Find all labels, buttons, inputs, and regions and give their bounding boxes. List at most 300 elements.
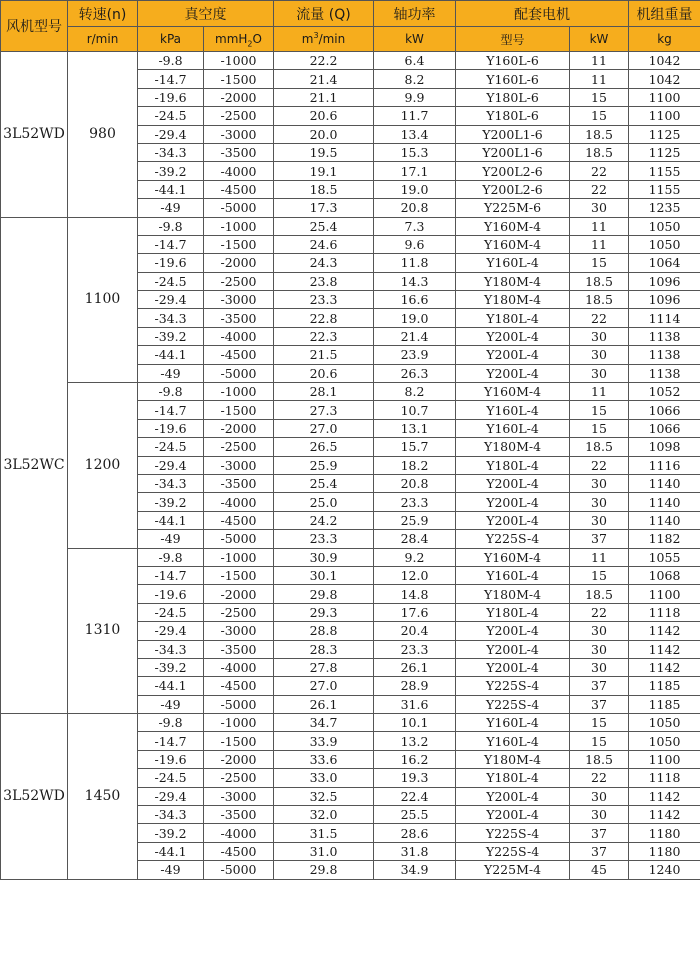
motor-model-cell: Y200L2-6 [456,180,570,198]
motor-model-cell: Y180L-4 [456,456,570,474]
motor-model-cell: Y160L-4 [456,714,570,732]
motor-model-cell: Y180L-4 [456,769,570,787]
shaft-power-cell: 19.3 [374,769,456,787]
flow-cell: 20.6 [274,107,374,125]
unit-power: kW [374,27,456,52]
shaft-power-cell: 20.8 [374,474,456,492]
flow-cell: 32.5 [274,787,374,805]
motor-model-cell: Y180M-4 [456,438,570,456]
weight-cell: 1042 [629,52,700,70]
weight-cell: 1235 [629,199,700,217]
weight-cell: 1052 [629,383,700,401]
weight-cell: 1068 [629,566,700,584]
shaft-power-cell: 12.0 [374,566,456,584]
motor-kw-cell: 15 [570,419,629,437]
motor-kw-cell: 30 [570,787,629,805]
motor-kw-cell: 15 [570,714,629,732]
shaft-power-cell: 11.8 [374,254,456,272]
motor-kw-cell: 22 [570,603,629,621]
vacuum-mmh2o-cell: -4000 [204,493,274,511]
weight-cell: 1125 [629,143,700,161]
motor-kw-cell: 15 [570,732,629,750]
vacuum-mmh2o-cell: -3000 [204,622,274,640]
vacuum-mmh2o-cell: -1500 [204,401,274,419]
flow-cell: 18.5 [274,180,374,198]
weight-cell: 1116 [629,456,700,474]
flow-cell: 20.0 [274,125,374,143]
vacuum-mmh2o-cell: -1500 [204,566,274,584]
motor-model-cell: Y200L2-6 [456,162,570,180]
weight-cell: 1118 [629,769,700,787]
shaft-power-cell: 10.1 [374,714,456,732]
vacuum-mmh2o-cell: -1500 [204,70,274,88]
weight-cell: 1050 [629,235,700,253]
vacuum-kpa-cell: -9.8 [138,217,204,235]
motor-kw-cell: 15 [570,107,629,125]
vacuum-kpa-cell: -29.4 [138,787,204,805]
flow-cell: 25.4 [274,474,374,492]
vacuum-mmh2o-cell: -5000 [204,695,274,713]
motor-kw-cell: 37 [570,842,629,860]
shaft-power-cell: 31.8 [374,842,456,860]
shaft-power-cell: 19.0 [374,309,456,327]
motor-model-cell: Y180M-4 [456,272,570,290]
weight-cell: 1142 [629,787,700,805]
vacuum-mmh2o-cell: -2500 [204,272,274,290]
weight-cell: 1182 [629,530,700,548]
flow-cell: 33.9 [274,732,374,750]
fan-model-cell: 3L52WC [1,217,68,714]
vacuum-kpa-cell: -9.8 [138,52,204,70]
flow-cell: 27.0 [274,677,374,695]
weight-cell: 1155 [629,180,700,198]
shaft-power-cell: 23.9 [374,346,456,364]
weight-cell: 1140 [629,493,700,511]
flow-cell: 27.3 [274,401,374,419]
vacuum-mmh2o-cell: -2000 [204,750,274,768]
unit-mmh2o-prefix: mmH [215,32,248,46]
weight-cell: 1180 [629,842,700,860]
speed-cell: 1310 [68,548,138,714]
weight-cell: 1098 [629,438,700,456]
vacuum-mmh2o-cell: -1000 [204,548,274,566]
motor-model-cell: Y180M-4 [456,585,570,603]
motor-kw-cell: 37 [570,824,629,842]
vacuum-mmh2o-cell: -1000 [204,383,274,401]
vacuum-mmh2o-cell: -3500 [204,143,274,161]
header-row-main [1,1,700,27]
vacuum-kpa-cell: -29.4 [138,622,204,640]
motor-kw-cell: 15 [570,254,629,272]
motor-kw-cell: 11 [570,548,629,566]
weight-cell: 1064 [629,254,700,272]
motor-model-cell: Y225S-4 [456,824,570,842]
unit-motor-kw: kW [570,27,629,52]
flow-cell: 26.1 [274,695,374,713]
motor-model-cell: Y200L-4 [456,327,570,345]
motor-model-cell: Y225M-4 [456,861,570,879]
vacuum-mmh2o-cell: -1500 [204,235,274,253]
vacuum-kpa-cell: -44.1 [138,346,204,364]
vacuum-mmh2o-cell: -1000 [204,714,274,732]
vacuum-kpa-cell: -14.7 [138,732,204,750]
weight-cell: 1050 [629,732,700,750]
flow-cell: 34.7 [274,714,374,732]
motor-kw-cell: 45 [570,861,629,879]
weight-cell: 1138 [629,364,700,382]
motor-kw-cell: 37 [570,530,629,548]
shaft-power-cell: 11.7 [374,107,456,125]
vacuum-mmh2o-cell: -3500 [204,640,274,658]
vacuum-kpa-cell: -49 [138,695,204,713]
motor-model-cell: Y200L-4 [456,364,570,382]
shaft-power-cell: 13.1 [374,419,456,437]
motor-kw-cell: 18.5 [570,143,629,161]
vacuum-mmh2o-cell: -4500 [204,180,274,198]
flow-cell: 27.0 [274,419,374,437]
flow-cell: 29.8 [274,585,374,603]
motor-kw-cell: 22 [570,162,629,180]
speed-cell: 1100 [68,217,138,383]
motor-kw-cell: 11 [570,383,629,401]
shaft-power-cell: 9.6 [374,235,456,253]
weight-cell: 1050 [629,714,700,732]
shaft-power-cell: 7.3 [374,217,456,235]
unit-weight: kg [629,27,700,52]
motor-model-cell: Y180L-4 [456,309,570,327]
vacuum-mmh2o-cell: -1000 [204,52,274,70]
motor-kw-cell: 18.5 [570,291,629,309]
vacuum-kpa-cell: -9.8 [138,548,204,566]
vacuum-mmh2o-cell: -4000 [204,824,274,842]
motor-model-cell: Y160L-4 [456,401,570,419]
vacuum-kpa-cell: -34.3 [138,640,204,658]
weight-cell: 1100 [629,107,700,125]
motor-model-cell: Y160L-4 [456,732,570,750]
vacuum-kpa-cell: -39.2 [138,824,204,842]
flow-cell: 31.0 [274,842,374,860]
unit-mmh2o-sub: 2 [247,39,253,49]
shaft-power-cell: 31.6 [374,695,456,713]
shaft-power-cell: 22.4 [374,787,456,805]
shaft-power-cell: 28.4 [374,530,456,548]
weight-cell: 1096 [629,291,700,309]
shaft-power-cell: 26.1 [374,658,456,676]
flow-cell: 23.3 [274,530,374,548]
shaft-power-cell: 25.5 [374,806,456,824]
vacuum-mmh2o-cell: -4500 [204,677,274,695]
weight-cell: 1155 [629,162,700,180]
motor-kw-cell: 30 [570,327,629,345]
motor-model-cell: Y225S-4 [456,677,570,695]
flow-cell: 32.0 [274,806,374,824]
motor-model-cell: Y180M-4 [456,750,570,768]
vacuum-kpa-cell: -44.1 [138,842,204,860]
motor-model-cell: Y160M-4 [456,217,570,235]
motor-kw-cell: 37 [570,677,629,695]
motor-kw-cell: 18.5 [570,272,629,290]
vacuum-kpa-cell: -49 [138,364,204,382]
shaft-power-cell: 28.9 [374,677,456,695]
motor-model-cell: Y160M-4 [456,548,570,566]
unit-mmh2o [204,27,274,52]
shaft-power-cell: 20.4 [374,622,456,640]
weight-cell: 1100 [629,585,700,603]
vacuum-kpa-cell: -19.6 [138,254,204,272]
vacuum-kpa-cell: -19.6 [138,750,204,768]
table-row [1,548,700,566]
weight-cell: 1142 [629,806,700,824]
motor-kw-cell: 30 [570,640,629,658]
fan-model-cell: 3L52WD [1,714,68,880]
table-row [1,52,700,70]
motor-model-cell: Y225S-4 [456,695,570,713]
header-shaft-power: 轴功率 [374,1,456,27]
flow-cell: 30.9 [274,548,374,566]
motor-model-cell: Y200L1-6 [456,125,570,143]
shaft-power-cell: 8.2 [374,70,456,88]
motor-kw-cell: 18.5 [570,125,629,143]
header-fan-model: 风机型号 [1,1,68,52]
shaft-power-cell: 25.9 [374,511,456,529]
motor-kw-cell: 30 [570,658,629,676]
motor-kw-cell: 22 [570,309,629,327]
flow-cell: 21.4 [274,70,374,88]
motor-model-cell: Y180M-4 [456,291,570,309]
unit-motor-model: 型号 [456,27,570,52]
motor-kw-cell: 30 [570,474,629,492]
vacuum-kpa-cell: -24.5 [138,603,204,621]
vacuum-mmh2o-cell: -1000 [204,217,274,235]
vacuum-kpa-cell: -49 [138,199,204,217]
motor-model-cell: Y180L-6 [456,107,570,125]
unit-speed: r/min [68,27,138,52]
weight-cell: 1138 [629,346,700,364]
shaft-power-cell: 10.7 [374,401,456,419]
motor-kw-cell: 15 [570,566,629,584]
flow-cell: 29.3 [274,603,374,621]
vacuum-kpa-cell: -39.2 [138,658,204,676]
header-motor: 配套电机 [456,1,629,27]
flow-cell: 17.3 [274,199,374,217]
unit-kpa: kPa [138,27,204,52]
vacuum-kpa-cell: -24.5 [138,438,204,456]
vacuum-mmh2o-cell: -4000 [204,658,274,676]
header-unit-weight: 机组重量 [629,1,700,27]
vacuum-mmh2o-cell: -2000 [204,419,274,437]
shaft-power-cell: 14.8 [374,585,456,603]
vacuum-kpa-cell: -14.7 [138,566,204,584]
shaft-power-cell: 18.2 [374,456,456,474]
vacuum-mmh2o-cell: -2500 [204,603,274,621]
weight-cell: 1185 [629,695,700,713]
vacuum-mmh2o-cell: -4500 [204,842,274,860]
flow-cell: 33.0 [274,769,374,787]
motor-model-cell: Y160M-4 [456,235,570,253]
motor-model-cell: Y225S-4 [456,842,570,860]
flow-cell: 23.8 [274,272,374,290]
weight-cell: 1125 [629,125,700,143]
shaft-power-cell: 9.2 [374,548,456,566]
vacuum-kpa-cell: -44.1 [138,511,204,529]
vacuum-mmh2o-cell: -4000 [204,162,274,180]
unit-flow-sup: 3 [313,31,319,40]
unit-mmh2o-suffix: O [252,32,262,46]
vacuum-kpa-cell: -19.6 [138,585,204,603]
flow-cell: 22.2 [274,52,374,70]
flow-cell: 24.2 [274,511,374,529]
weight-cell: 1100 [629,750,700,768]
motor-kw-cell: 22 [570,456,629,474]
motor-model-cell: Y200L-4 [456,658,570,676]
flow-cell: 25.4 [274,217,374,235]
shaft-power-cell: 8.2 [374,383,456,401]
motor-model-cell: Y200L-4 [456,640,570,658]
weight-cell: 1096 [629,272,700,290]
speed-cell: 1200 [68,383,138,549]
vacuum-kpa-cell: -19.6 [138,419,204,437]
vacuum-kpa-cell: -29.4 [138,291,204,309]
weight-cell: 1066 [629,419,700,437]
vacuum-kpa-cell: -9.8 [138,383,204,401]
shaft-power-cell: 14.3 [374,272,456,290]
flow-cell: 20.6 [274,364,374,382]
vacuum-mmh2o-cell: -2500 [204,769,274,787]
shaft-power-cell: 17.1 [374,162,456,180]
vacuum-kpa-cell: -49 [138,861,204,879]
motor-model-cell: Y200L1-6 [456,143,570,161]
vacuum-kpa-cell: -29.4 [138,125,204,143]
vacuum-kpa-cell: -39.2 [138,493,204,511]
motor-model-cell: Y160L-6 [456,52,570,70]
motor-kw-cell: 30 [570,346,629,364]
vacuum-kpa-cell: -9.8 [138,714,204,732]
shaft-power-cell: 15.3 [374,143,456,161]
vacuum-mmh2o-cell: -4500 [204,346,274,364]
motor-model-cell: Y180L-4 [456,603,570,621]
motor-kw-cell: 30 [570,493,629,511]
weight-cell: 1118 [629,603,700,621]
vacuum-mmh2o-cell: -2500 [204,107,274,125]
motor-kw-cell: 11 [570,235,629,253]
vacuum-kpa-cell: -24.5 [138,769,204,787]
flow-cell: 24.3 [274,254,374,272]
flow-cell: 22.8 [274,309,374,327]
motor-model-cell: Y200L-4 [456,493,570,511]
vacuum-mmh2o-cell: -4000 [204,327,274,345]
motor-kw-cell: 30 [570,806,629,824]
vacuum-kpa-cell: -34.3 [138,806,204,824]
vacuum-mmh2o-cell: -2000 [204,88,274,106]
vacuum-kpa-cell: -24.5 [138,272,204,290]
vacuum-kpa-cell: -14.7 [138,70,204,88]
vacuum-kpa-cell: -14.7 [138,401,204,419]
header-row-units [1,27,700,52]
motor-model-cell: Y200L-4 [456,806,570,824]
motor-kw-cell: 18.5 [570,585,629,603]
header-flow: 流量 (Q) [274,1,374,27]
weight-cell: 1050 [629,217,700,235]
weight-cell: 1142 [629,622,700,640]
flow-cell: 33.6 [274,750,374,768]
motor-kw-cell: 30 [570,622,629,640]
vacuum-mmh2o-cell: -5000 [204,861,274,879]
vacuum-mmh2o-cell: -3500 [204,309,274,327]
motor-kw-cell: 15 [570,88,629,106]
weight-cell: 1114 [629,309,700,327]
vacuum-mmh2o-cell: -3000 [204,787,274,805]
weight-cell: 1055 [629,548,700,566]
motor-kw-cell: 37 [570,695,629,713]
vacuum-kpa-cell: -19.6 [138,88,204,106]
motor-model-cell: Y200L-4 [456,622,570,640]
vacuum-mmh2o-cell: -4500 [204,511,274,529]
flow-cell: 25.0 [274,493,374,511]
weight-cell: 1180 [629,824,700,842]
shaft-power-cell: 9.9 [374,88,456,106]
speed-cell: 980 [68,52,138,218]
motor-kw-cell: 30 [570,364,629,382]
vacuum-mmh2o-cell: -2000 [204,585,274,603]
motor-model-cell: Y200L-4 [456,787,570,805]
flow-cell: 27.8 [274,658,374,676]
shaft-power-cell: 16.6 [374,291,456,309]
vacuum-kpa-cell: -44.1 [138,180,204,198]
shaft-power-cell: 21.4 [374,327,456,345]
weight-cell: 1185 [629,677,700,695]
flow-cell: 21.5 [274,346,374,364]
shaft-power-cell: 17.6 [374,603,456,621]
weight-cell: 1138 [629,327,700,345]
vacuum-kpa-cell: -24.5 [138,107,204,125]
table-header [1,1,700,52]
fan-model-cell: 3L52WD [1,52,68,218]
vacuum-mmh2o-cell: -3500 [204,474,274,492]
header-speed: 转速(n) [68,1,138,27]
header-vacuum: 真空度 [138,1,274,27]
weight-cell: 1142 [629,640,700,658]
weight-cell: 1142 [629,658,700,676]
flow-cell: 30.1 [274,566,374,584]
weight-cell: 1140 [629,474,700,492]
flow-cell: 19.5 [274,143,374,161]
motor-model-cell: Y200L-4 [456,346,570,364]
flow-cell: 28.3 [274,640,374,658]
table-row [1,383,700,401]
vacuum-mmh2o-cell: -1500 [204,732,274,750]
weight-cell: 1100 [629,88,700,106]
motor-kw-cell: 11 [570,70,629,88]
vacuum-mmh2o-cell: -2000 [204,254,274,272]
motor-model-cell: Y160L-4 [456,566,570,584]
unit-flow [274,27,374,52]
shaft-power-cell: 13.2 [374,732,456,750]
speed-cell: 1450 [68,714,138,880]
motor-kw-cell: 22 [570,180,629,198]
weight-cell: 1140 [629,511,700,529]
shaft-power-cell: 20.8 [374,199,456,217]
motor-kw-cell: 18.5 [570,750,629,768]
motor-kw-cell: 22 [570,769,629,787]
motor-kw-cell: 18.5 [570,438,629,456]
flow-cell: 28.8 [274,622,374,640]
vacuum-kpa-cell: -49 [138,530,204,548]
weight-cell: 1066 [629,401,700,419]
motor-kw-cell: 11 [570,217,629,235]
vacuum-kpa-cell: -44.1 [138,677,204,695]
shaft-power-cell: 15.7 [374,438,456,456]
shaft-power-cell: 34.9 [374,861,456,879]
